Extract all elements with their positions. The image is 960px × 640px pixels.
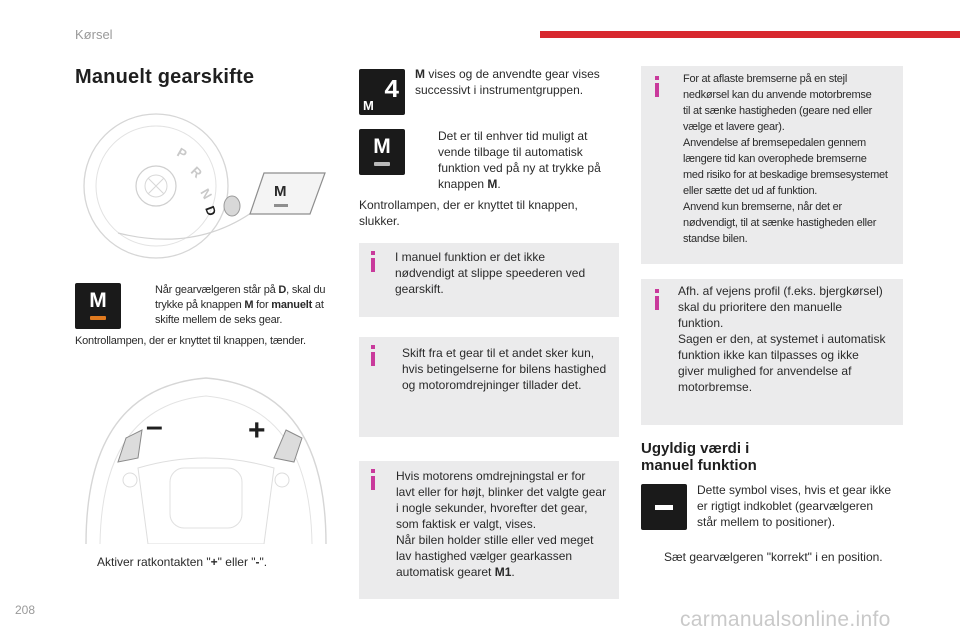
info-box-2-text: Skift fra et gear til et andet sker kun, hvis betingelserne for bilens hastighed og motoromdrejninger tillader det.: [402, 346, 607, 392]
watermark: carmanualsonline.info: [680, 608, 891, 631]
gear-display-icon: [359, 69, 405, 115]
info-box-2: [359, 337, 619, 437]
section-label: Kørsel: [75, 27, 113, 42]
step-2-text: Aktiver ratkontakten "+" eller "-".: [97, 555, 268, 569]
invalid-value-title: Ugyldig værdi i manuel funktion: [641, 440, 757, 474]
display-text: M vises og de anvendte gear vises successivt i instrumentgruppen.: [415, 67, 600, 97]
gear-letter-p: P: [174, 144, 190, 162]
info-box-1-text: I manuel funktion er det ikke nødvendigt at slippe speederen ved gearskift.: [395, 250, 586, 296]
page-title: Manuelt gearskifte: [75, 66, 255, 88]
auto-return-text: Det er til enhver tid muligt at vende tilbage til automatisk funktion ved på ny at trykke på knappen M.: [438, 129, 601, 191]
lamp-off-text: Kontrollampen, der er knyttet til knappen, slukker.: [359, 198, 578, 228]
header-accent-bar: [540, 31, 960, 38]
lamp-on-text: Kontrollampen, der er knyttet til knappen, tænder.: [75, 335, 306, 347]
gear-letter-d: D: [202, 203, 220, 218]
info-box-5: [641, 279, 903, 425]
info-box-5-text: Afh. af vejens profil (f.eks. bjergkørsel) skal du prioritere den manuelle funktion. Sagen er den, at systemet i automatisk funktion ikke kan tilpasses og ikke giver mulighed for anvendelse af motorbremse.: [678, 284, 886, 394]
manual-icon-orange-bar: [90, 316, 106, 320]
info-box-3: [359, 461, 619, 599]
paddle-plus-label: +: [248, 414, 266, 447]
display-gear-m: M: [363, 98, 374, 113]
step-1-text: Når gearvælgeren står på D, skal du trykke på knappen M for manuelt at skifte mellem de seks gear.: [155, 284, 326, 326]
manual-icon-letter: M: [89, 289, 107, 312]
invalid-gear-icon: [641, 484, 687, 530]
auto-icon-letter: M: [373, 135, 391, 158]
gear-m-button-letter: M: [274, 183, 287, 200]
invalid-dash: [655, 505, 673, 510]
invalid-action-text: Sæt gearvælgeren "korrekt" i en position.: [664, 550, 883, 564]
page-number: 208: [15, 603, 36, 617]
info-box-3-text: Hvis motorens omdrejningstal er for lavt eller for højt, blinker det valgte gear i nogle sekunder, hvorefter det gear, som faktisk er valgt, vises. Når bilen holder stille eller ved meget lav hastighed vælger gearkassen automatisk gearet M1.: [396, 469, 607, 579]
paddle-minus-label: –: [146, 410, 163, 443]
info-box-4-text: For at aflaste bremserne på en stejl nedkørsel kan du anvende motorbremse til at sænke hastigheden (geare ned eller vælge et lavere gear). Anvendelse af bremsepedalen gennem længere tid kan overophede bremserne med risiko for at beskadige bremsesystemet eller sætte det ud af funktion. Anvend kun bremserne, når det er nødvendigt, til at sænke hastigheden eller standse bilen.: [683, 73, 888, 245]
manual-mode-icon: [75, 283, 121, 329]
info-box-1: [359, 243, 619, 317]
display-gear-number: 4: [384, 75, 400, 105]
auto-mode-icon: [359, 129, 405, 175]
steering-wheel-illustration: [78, 368, 334, 544]
info-box-4: [641, 66, 903, 264]
auto-icon-grey-bar: [374, 162, 390, 166]
gear-selector-illustration: [78, 108, 334, 268]
gear-letter-n: N: [197, 186, 216, 202]
invalid-value-text: Dette symbol vises, hvis et gear ikke er rigtigt indkoblet (gearvælgeren står mellem to positioner).: [697, 483, 892, 529]
gear-letter-r: R: [187, 163, 206, 181]
